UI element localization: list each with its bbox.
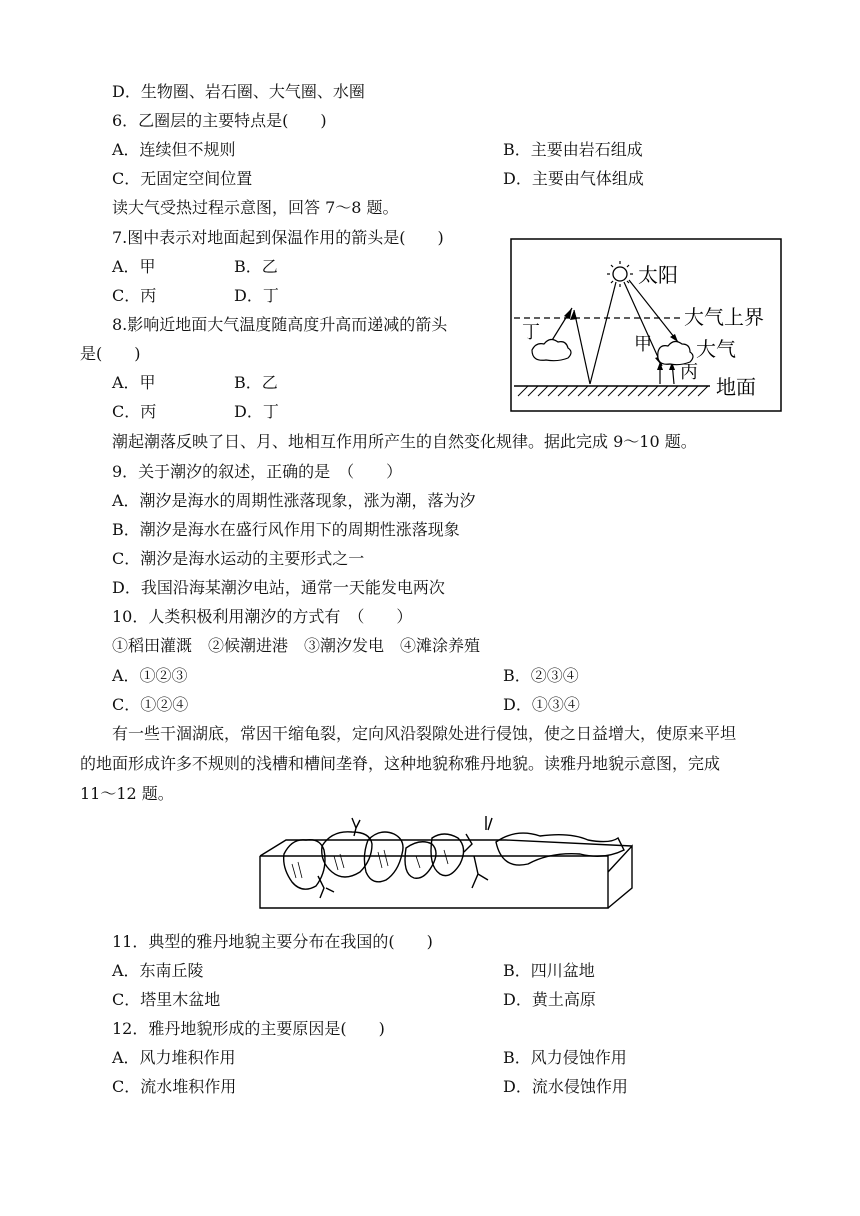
q10-items: ①稻田灌溉 ②候潮进港 ③潮汐发电 ④滩涂养殖 — [112, 636, 481, 655]
q8-option-c: C．丙 — [112, 402, 157, 421]
intro-11-12-line3: 11～12 题。 — [80, 784, 174, 803]
q10-option-d: D．①③④ — [503, 695, 580, 714]
q7-option-d: D．丁 — [234, 286, 279, 305]
q12-option-b: B．风力侵蚀作用 — [503, 1048, 627, 1067]
sun-label: 太阳 — [638, 263, 678, 287]
label-jia: 甲 — [634, 334, 652, 355]
intro-7-8: 读大气受热过程示意图，回答 7～8 题。 — [112, 198, 399, 217]
q6-option-a: A．连续但不规则 — [112, 140, 236, 159]
q9-option-d: D．我国沿海某潮汐电站，通常一天能发电两次 — [112, 578, 445, 597]
q12-stem: 12．雅丹地貌形成的主要原因是( ) — [112, 1019, 385, 1038]
label-ding: 丁 — [522, 322, 540, 343]
q7-option-a: A．甲 — [112, 257, 156, 276]
intro-11-12-line2: 的地面形成许多不规则的浅槽和槽间垄脊，这种地貌称雅丹地貌。读雅丹地貌示意图，完成 — [80, 754, 721, 773]
q7-option-c: C．丙 — [112, 286, 157, 305]
q8-option-d: D．丁 — [234, 402, 279, 421]
q8-option-a: A．甲 — [112, 373, 156, 392]
q7-stem: 7.图中表示对地面起到保温作用的箭头是( ) — [112, 228, 444, 247]
intro-11-12-line1: 有一些干涸湖底，常因干缩龟裂，定向风沿裂隙处进行侵蚀，使之日益增大，使原来平坦 — [112, 724, 737, 743]
q11-option-d: D．黄土高原 — [503, 990, 596, 1009]
q11-stem: 11．典型的雅丹地貌主要分布在我国的( ) — [112, 932, 433, 951]
atmosphere-label: 大气 — [696, 337, 736, 361]
sun-icon — [607, 261, 633, 287]
q10-option-a: A．①②③ — [112, 666, 188, 685]
q11-option-c: C．塔里木盆地 — [112, 990, 221, 1009]
intro-9-10: 潮起潮落反映了日、月、地相互作用所产生的自然变化规律。据此完成 9～10 题。 — [112, 432, 697, 451]
q9-stem: 9．关于潮汐的叙述，正确的是 （ ） — [112, 462, 403, 481]
q12-option-d: D．流水侵蚀作用 — [503, 1077, 628, 1096]
q6-option-c: C．无固定空间位置 — [112, 169, 253, 188]
q12-option-a: A．风力堆积作用 — [112, 1048, 236, 1067]
label-bing: 丙 — [680, 362, 698, 383]
q10-stem: 10．人类积极利用潮汐的方式有 （ ） — [112, 607, 413, 626]
q9-option-b: B．潮汐是海水在盛行风作用下的周期性涨落现象 — [112, 520, 460, 539]
q5-option-d: D．生物圈、岩石圈、大气圈、水圈 — [112, 82, 365, 101]
yardang-landform-diagram — [256, 816, 636, 914]
q10-option-c: C．①②④ — [112, 695, 189, 714]
q9-option-c: C．潮汐是海水运动的主要形式之一 — [112, 549, 365, 568]
q6-option-b: B．主要由岩石组成 — [503, 140, 643, 159]
q9-option-a: A．潮汐是海水的周期性涨落现象，涨为潮，落为汐 — [112, 491, 476, 510]
atmosphere-top-label: 大气上界 — [684, 305, 764, 329]
q6-option-d: D．主要由气体组成 — [503, 169, 644, 188]
atmosphere-heating-diagram — [510, 238, 782, 414]
ground-label: 地面 — [716, 375, 756, 399]
q11-option-b: B．四川盆地 — [503, 961, 595, 980]
q7-option-b: B．乙 — [234, 257, 278, 276]
q6-stem: 6．乙圈层的主要特点是( ) — [112, 111, 327, 130]
q12-option-c: C．流水堆积作用 — [112, 1077, 237, 1096]
q8-stem-line2: 是( ) — [80, 344, 141, 363]
q8-stem-line1: 8.影响近地面大气温度随高度升高而递减的箭头 — [112, 315, 448, 334]
q8-option-b: B．乙 — [234, 373, 278, 392]
q10-option-b: B．②③④ — [503, 666, 579, 685]
q11-option-a: A．东南丘陵 — [112, 961, 204, 980]
